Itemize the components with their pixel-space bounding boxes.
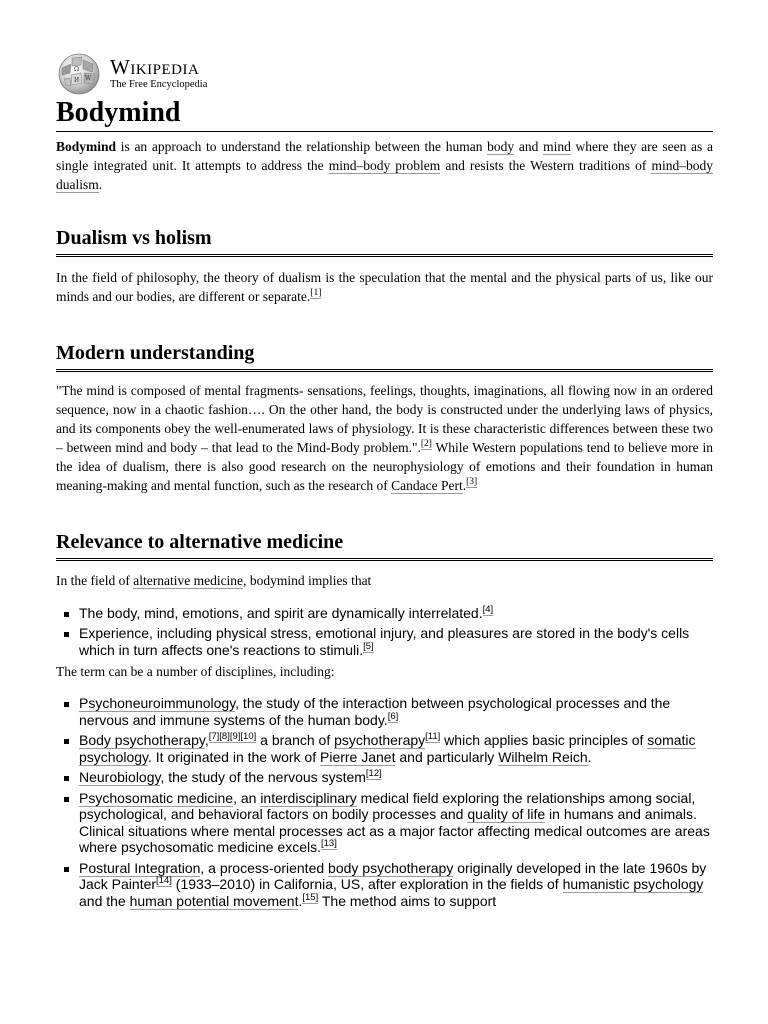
link-pierre-janet[interactable]: Pierre Janet [320, 748, 396, 765]
page-title: Bodymind [56, 98, 713, 132]
list-item: Postural Integration, a process-oriented body psychotherapy originally developed in the late 1960s by Jack Painter[14] (1933–2010) in California, US, after exploration in the fields of humanistic psychology and the human potential movement.[15] The method aims to support [56, 860, 713, 910]
link-interdisciplinary[interactable]: interdisciplinary [260, 789, 357, 806]
citation-2[interactable]: [2] [420, 438, 432, 449]
citation-13[interactable]: [13] [321, 838, 337, 850]
intro-term: Bodymind [56, 138, 117, 154]
link-human-potential-movement[interactable]: human potential movement [129, 892, 299, 909]
heading-modern-understanding: Modern understanding [56, 341, 713, 372]
citation-4[interactable]: [4] [482, 603, 494, 615]
modern-paragraph: "The mind is composed of mental fragments- sensations, feelings, thoughts, imaginations, all flowing now in an ordered sequence, now in a chaotic fashion…. On the other hand, the body is constructed under the underlying laws of physics, and its components obey the well-enumerated laws of physiology. It is these characteristic differences between these two – between mind and body – that lead to the Mind-Body problem.".[2] While Western populations tend to believe more in the idea of dualism, there is also good research on the neurophysiology of emotions and their foundation in human meaning-making and mental function, such as the research of Candace Pert.[3] [56, 382, 713, 493]
citation-3[interactable]: [3] [466, 476, 478, 487]
altmed-intro: In the field of alternative medicine, bodymind implies that [56, 572, 372, 588]
implies-list [56, 605, 713, 659]
link-mind-body-problem[interactable]: mind–body problem [328, 157, 441, 173]
svg-text:W: W [85, 75, 92, 82]
link-psychotherapy[interactable]: psychotherapy [334, 732, 426, 749]
link-psychosomatic-medicine[interactable]: Psychosomatic medicine [79, 789, 234, 806]
disciplines-intro: The term can be a number of disciplines, including: [56, 664, 335, 680]
citation-15[interactable]: [15] [302, 891, 319, 903]
link-postural-integration[interactable]: Postural Integration [79, 859, 201, 876]
link-quality-of-life[interactable]: quality of life [467, 806, 546, 823]
article-page [56, 52, 713, 913]
list-item: Psychoneuroimmunology, the study of the interaction between psychological processes and the nervous and immune systems of the human body.[6] [56, 695, 713, 728]
svg-text:Ω: Ω [74, 66, 79, 73]
link-mind-body-dualism[interactable]: mind–body dualism [56, 157, 713, 192]
svg-text:И: И [74, 77, 80, 84]
dualism-paragraph: In the field of philosophy, the theory of dualism is the speculation that the mental and the physical parts of us, like our minds and our bodies, are different or separate.[1] [56, 269, 713, 304]
citation-11[interactable]: [11] [425, 731, 441, 743]
link-candace-pert[interactable]: Candace Pert [391, 477, 463, 493]
list-item: The body, mind, emotions, and spirit are dynamically interrelated.[4] [56, 605, 713, 622]
heading-dualism-vs-holism: Dualism vs holism [56, 226, 713, 257]
link-wilhelm-reich[interactable]: Wilhelm Reich [498, 748, 588, 765]
citation-9[interactable]: [9] [229, 731, 241, 743]
wikipedia-wordmark: Wikipedia [110, 55, 200, 80]
link-alternative-medicine[interactable]: alternative medicine [133, 572, 244, 588]
link-mind[interactable]: mind [543, 138, 571, 154]
intro-paragraph: Bodymind is an approach to understand the relationship between the human body and mind where they are seen as a single integrated unit. It attempts to address the mind–body problem and resists the Western traditions of mind–body dualism. [56, 138, 713, 192]
link-neurobiology[interactable]: Neurobiology [79, 769, 161, 786]
link-body-psychotherapy[interactable]: Body psychotherapy [79, 732, 205, 749]
citation-7[interactable]: [7] [208, 731, 220, 743]
link-body[interactable]: body [487, 138, 515, 154]
citation-8[interactable]: [8] [219, 731, 230, 743]
citation-14[interactable]: [14] [156, 875, 172, 887]
list-item: Psychosomatic medicine, an interdisciplinary medical field exploring the relationships among social, psychological, and behavioral factors on bodily processes and quality of life in humans and animals. Clinical situations where mental processes act as a major factor affecting medical outcomes are areas where psychosomatic medicine excels.[13] [56, 790, 713, 856]
citation-5[interactable]: [5] [363, 640, 374, 652]
heading-relevance-alternative-medicine: Relevance to alternative medicine [56, 530, 713, 561]
wikipedia-tagline: The Free Encyclopedia [110, 79, 208, 91]
list-item: Neurobiology, the study of the nervous system[12] [56, 769, 713, 786]
link-psychoneuroimmunology[interactable]: Psychoneuroimmunology [79, 695, 236, 712]
link-humanistic-psychology[interactable]: humanistic psychology [562, 876, 704, 893]
wikipedia-logo[interactable] [56, 52, 713, 96]
citation-10[interactable]: [10] [240, 731, 257, 743]
disciplines-list [56, 695, 713, 909]
citation-6[interactable]: [6] [387, 710, 399, 722]
citation-1[interactable]: [1] [310, 287, 322, 298]
list-item: Experience, including physical stress, emotional injury, and pleasures are stored in the body's cells which in turn affects one's reactions to stimuli.[5] [56, 625, 713, 658]
link-body-psychotherapy-2[interactable]: body psychotherapy [328, 859, 454, 876]
wikipedia-globe-icon [56, 52, 102, 96]
link-somatic-psychology[interactable]: somatic psychology [79, 732, 696, 765]
citation-12[interactable]: [12] [365, 768, 382, 780]
list-item: Body psychotherapy,[7][8][9][10] a branch of psychotherapy[11] which applies basic principles of somatic psychology. It originated in the work of Pierre Janet and particularly Wilhelm Reich. [56, 732, 713, 765]
